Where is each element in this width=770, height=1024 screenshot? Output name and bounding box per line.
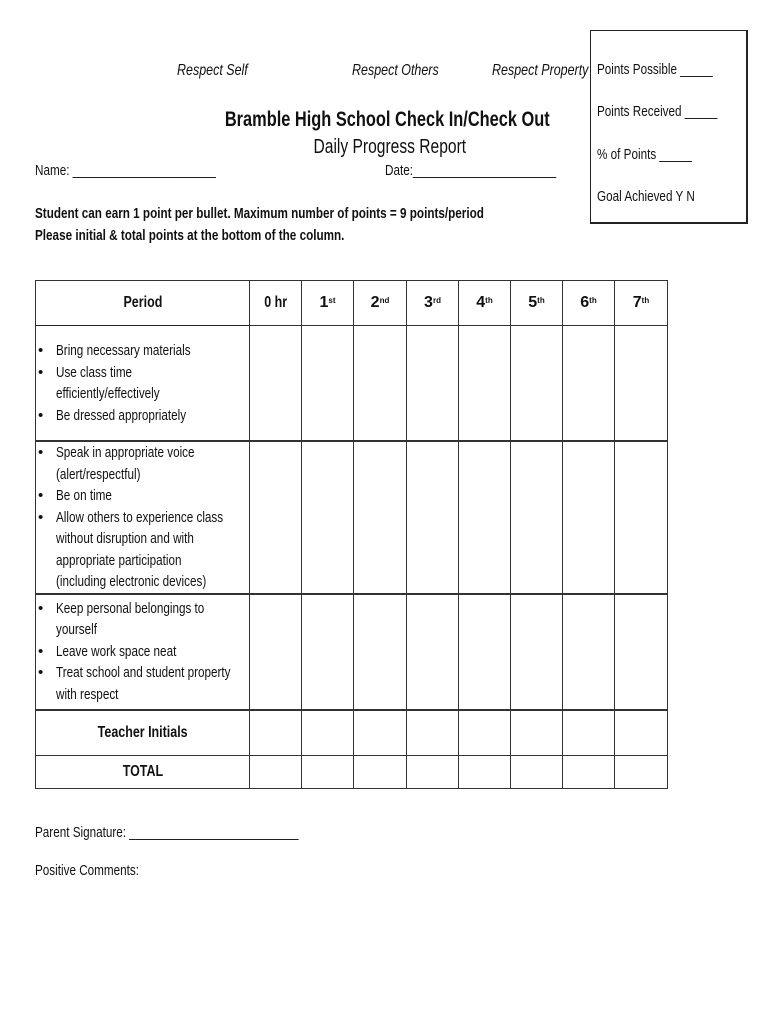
score-cell[interactable] [407, 326, 459, 442]
points-possible-field[interactable]: Points Possible _____ [597, 61, 713, 78]
criteria-respect-property [36, 594, 250, 710]
score-cell[interactable] [615, 594, 668, 710]
total-label: TOTAL [36, 755, 250, 788]
score-cell[interactable] [407, 594, 459, 710]
list-item: • Leave work space neat [38, 642, 177, 660]
list-item: • Be on time [38, 487, 112, 504]
total-cell[interactable] [563, 755, 615, 788]
score-cell[interactable] [250, 594, 302, 710]
score-cell[interactable] [407, 441, 459, 594]
score-cell[interactable] [459, 441, 511, 594]
date-field[interactable]: Date:______________________ [385, 162, 557, 179]
value-respect-others: Respect Others [352, 62, 439, 79]
table-row [36, 326, 668, 442]
teacher-initials-row [36, 710, 668, 756]
score-cell[interactable] [563, 441, 615, 594]
table-row [36, 441, 668, 594]
initials-cell[interactable] [354, 710, 407, 756]
score-cell[interactable] [511, 326, 563, 442]
total-cell[interactable] [407, 755, 459, 788]
list-item: • Use class time efficiently/effectively [38, 363, 160, 402]
total-cell[interactable] [302, 755, 354, 788]
table-row [36, 594, 668, 710]
score-cell[interactable] [250, 326, 302, 442]
total-cell[interactable] [354, 755, 407, 788]
period-6-header: 6th [563, 281, 615, 326]
list-item: • Treat school and student property with respect [38, 664, 231, 703]
name-field[interactable]: Name: ______________________ [35, 162, 216, 179]
period-header: Period [36, 281, 250, 326]
initials-cell[interactable] [459, 710, 511, 756]
value-respect-self: Respect Self [177, 62, 248, 79]
initials-cell[interactable] [563, 710, 615, 756]
period-1-header: 1st [302, 281, 354, 326]
value-respect-property: Respect Property [492, 62, 589, 79]
score-cell[interactable] [459, 594, 511, 710]
percent-points-field[interactable]: % of Points _____ [597, 146, 692, 163]
teacher-initials-label: Teacher Initials [36, 710, 250, 756]
criteria-respect-others [36, 441, 250, 594]
score-cell[interactable] [563, 326, 615, 442]
list-item: • Be dressed appropriately [38, 406, 187, 424]
total-cell[interactable] [459, 755, 511, 788]
parent-signature-field[interactable]: Parent Signature: __________________________ [35, 824, 299, 841]
total-cell[interactable] [615, 755, 668, 788]
score-cell[interactable] [302, 326, 354, 442]
list-item: • Bring necessary materials [38, 342, 191, 359]
table-header-row [36, 281, 668, 326]
page-title: Bramble High School Check In/Check Out [224, 108, 550, 131]
initials-cell[interactable] [511, 710, 563, 756]
list-item: • Speak in appropriate voice (alert/respectful) [38, 444, 195, 483]
score-cell[interactable] [354, 594, 407, 710]
score-cell[interactable] [563, 594, 615, 710]
score-cell[interactable] [615, 441, 668, 594]
score-cell[interactable] [511, 441, 563, 594]
period-2-header: 2nd [354, 281, 407, 326]
total-cell[interactable] [250, 755, 302, 788]
positive-comments-label: Positive Comments: [35, 862, 140, 879]
points-summary-box [590, 30, 748, 224]
initial-instructions-text: Please initial & total points at the bottom of the column. [35, 227, 345, 244]
score-cell[interactable] [354, 326, 407, 442]
goal-achieved-field[interactable]: Goal Achieved Y N [597, 188, 695, 205]
initials-cell[interactable] [407, 710, 459, 756]
page-subtitle: Daily Progress Report [313, 136, 467, 158]
score-cell[interactable] [250, 441, 302, 594]
score-cell[interactable] [302, 441, 354, 594]
score-cell[interactable] [615, 326, 668, 442]
list-item: • Allow others to experience class without disruption and with appropriate participation (including electronic devices) [38, 508, 224, 590]
period-3-header: 3rd [407, 281, 459, 326]
list-item: • Keep personal belongings to yourself [38, 599, 205, 639]
total-row [36, 755, 668, 788]
points-received-field[interactable]: Points Received _____ [597, 103, 718, 120]
progress-table [35, 280, 668, 789]
initials-cell[interactable] [615, 710, 668, 756]
total-cell[interactable] [511, 755, 563, 788]
period-7-header: 7th [615, 281, 668, 326]
period-5-header: 5th [511, 281, 563, 326]
period-4-header: 4th [459, 281, 511, 326]
criteria-respect-self [36, 326, 250, 442]
score-cell[interactable] [354, 441, 407, 594]
points-rule-text: Student can earn 1 point per bullet. Maximum number of points = 9 points/period [35, 205, 484, 222]
score-cell[interactable] [302, 594, 354, 710]
period-0hr-header: 0 hr [250, 281, 302, 326]
initials-cell[interactable] [302, 710, 354, 756]
score-cell[interactable] [459, 326, 511, 442]
score-cell[interactable] [511, 594, 563, 710]
initials-cell[interactable] [250, 710, 302, 756]
